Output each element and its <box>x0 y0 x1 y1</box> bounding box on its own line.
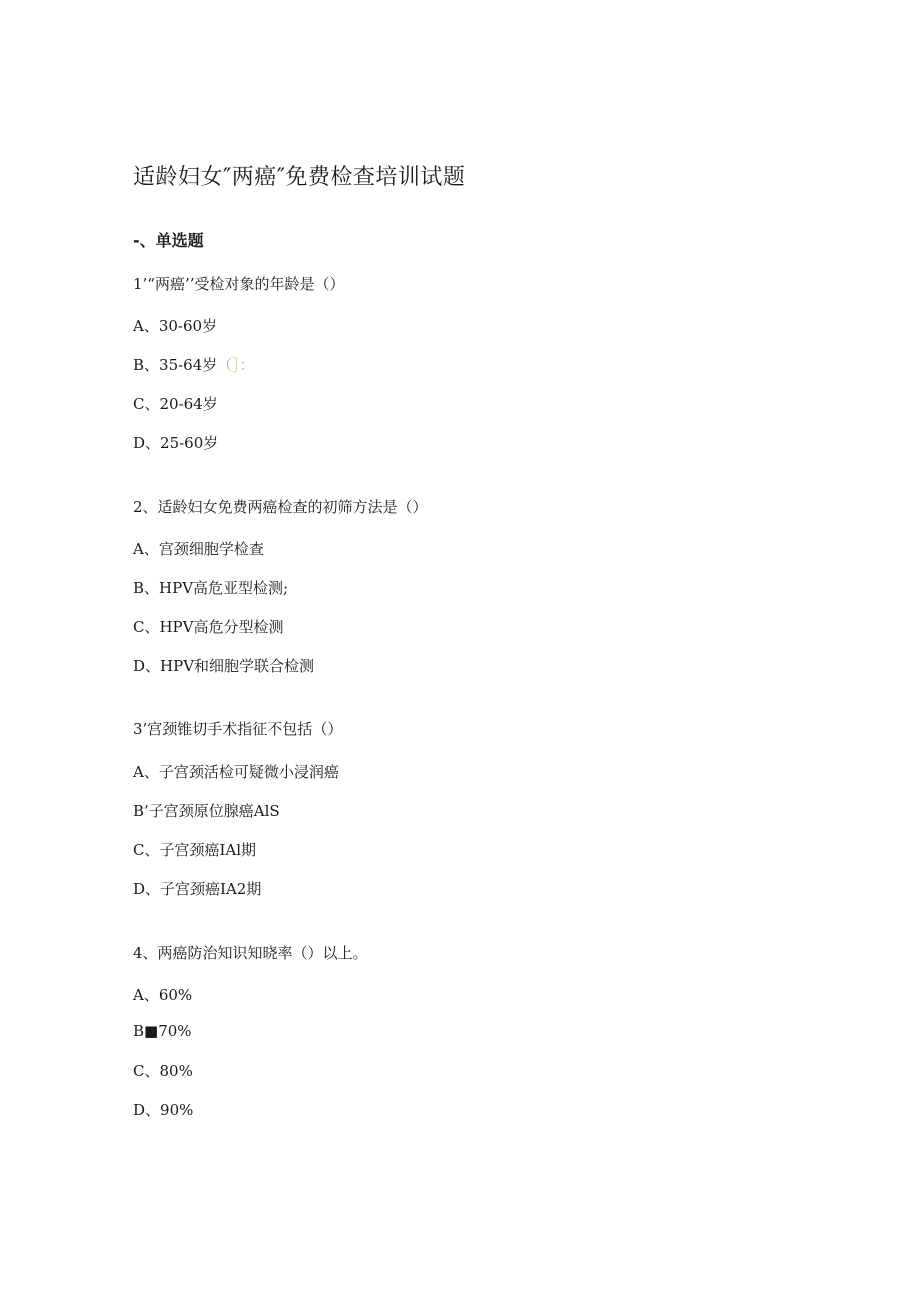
question-2-option-d: D、HPV和细胞学联合检测 <box>133 657 315 675</box>
question-3-option-b: B’子宫颈原位腺癌AlS <box>133 802 280 820</box>
question-4-option-c: C、80% <box>133 1062 193 1080</box>
question-2-option-b: B、HPV高危亚型检测; <box>133 579 289 597</box>
question-1-option-b-text: B、35-64岁 <box>133 356 218 374</box>
question-3-option-c: C、子宫颈癌IAl期 <box>133 841 257 859</box>
question-1-option-b <box>133 354 255 375</box>
question-4-option-d: D、90% <box>133 1101 194 1119</box>
question-2-option-c: C、HPV高危分型检测 <box>133 618 284 636</box>
question-1-stem: 1’“两癌’’受检对象的年龄是（） <box>133 275 345 293</box>
question-3-option-d: D、子宫颈癌IA2期 <box>133 880 262 898</box>
question-1-option-a: A、30-60岁 <box>133 317 218 335</box>
question-1-option-c: C、20-64岁 <box>133 395 218 413</box>
question-2-stem: 2、适龄妇女免费两癌检查的初筛方法是（） <box>133 498 428 516</box>
question-4-option-b: B■70% <box>133 1022 192 1040</box>
question-1-option-d: D、25-60岁 <box>133 434 219 452</box>
answer-mark: （］： <box>217 356 255 374</box>
question-3-stem: 3’宫颈锥切手术指征不包括（） <box>133 720 343 738</box>
question-3-option-a: A、子宫颈活检可疑微小浸润癌 <box>133 763 339 781</box>
section-heading: -、单选题 <box>133 231 204 250</box>
question-4-stem: 4、两癌防治知识知晓率（）以上。 <box>133 944 368 962</box>
document-title: 适龄妇女″两癌″免费检查培训试题 <box>133 165 466 190</box>
question-2-option-a: A、宫颈细胞学检查 <box>133 540 264 558</box>
question-4-option-a: A、60% <box>133 986 193 1004</box>
